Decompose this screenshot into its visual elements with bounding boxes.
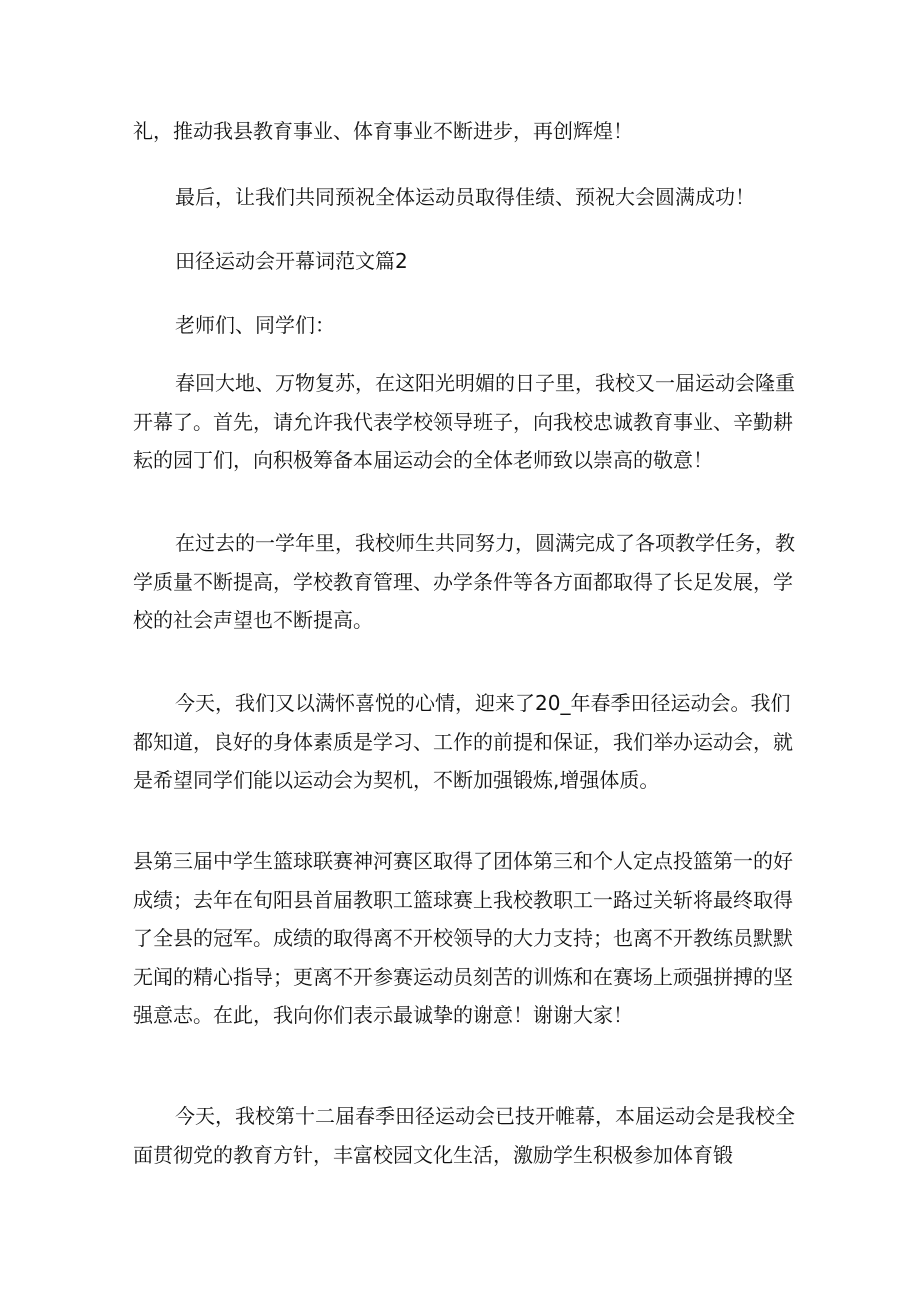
paragraph-today-games: 今天，我们又以满怀喜悦的心情，迎来了20_年春季田径运动会。我们都知道，良好的身体素质是学习、工作的前提和保证，我们举办运动会，就是希望同学们能以运动会为契机，不断加强锻炼,增强体质。 xyxy=(133,691,793,792)
salutation: 老师们、同学们： xyxy=(175,313,335,337)
paragraph-past-year: 在过去的一学年里，我校师生共同努力，圆满完成了各项教学任务，教学质量不断提高，学校教育管理、办学条件等各方面都取得了长足发展，学校的社会声望也不断提高。 xyxy=(133,531,795,632)
paragraph-final-wishes: 最后，让我们共同预祝全体运动员取得佳绩、预祝大会圆满成功！ xyxy=(175,185,755,209)
section-heading: 田径运动会开幕词范文篇2 xyxy=(175,249,408,273)
paragraph-twelfth-games: 今天，我校第十二届春季田径运动会已技开帷幕，本届运动会是我校全面贯彻党的教育方针，丰富校园文化生活，激励学生积极参加体育锻 xyxy=(133,1104,795,1167)
paragraph-closing-line: 礼，推动我县教育事业、体育事业不断进步，再创辉煌！ xyxy=(133,119,633,143)
paragraph-achievements: 县第三届中学生篮球联赛神河赛区取得了团体第三和个人定点投篮第一的好成绩；去年在旬阳县首届教职工篮球赛上我校教职工一路过关斩将最终取得了全县的冠军。成绩的取得离不开校领导的大力支持；也离不开教练员默默无闻的精心指导；更离不开参赛运动员刻苦的训炼和在赛场上顽强拼搏的坚强意志。在此，我向你们表示最诚挚的谢意！谢谢大家！ xyxy=(133,849,793,1027)
paragraph-opening: 春回大地、万物复苏，在这阳光明媚的日子里，我校又一届运动会隆重开幕了。首先，请允许我代表学校领导班子，向我校忠诚教育事业、辛勤耕耘的园丁们，向积极筹备本届运动会的全体老师致以崇高的敬意！ xyxy=(133,371,795,472)
